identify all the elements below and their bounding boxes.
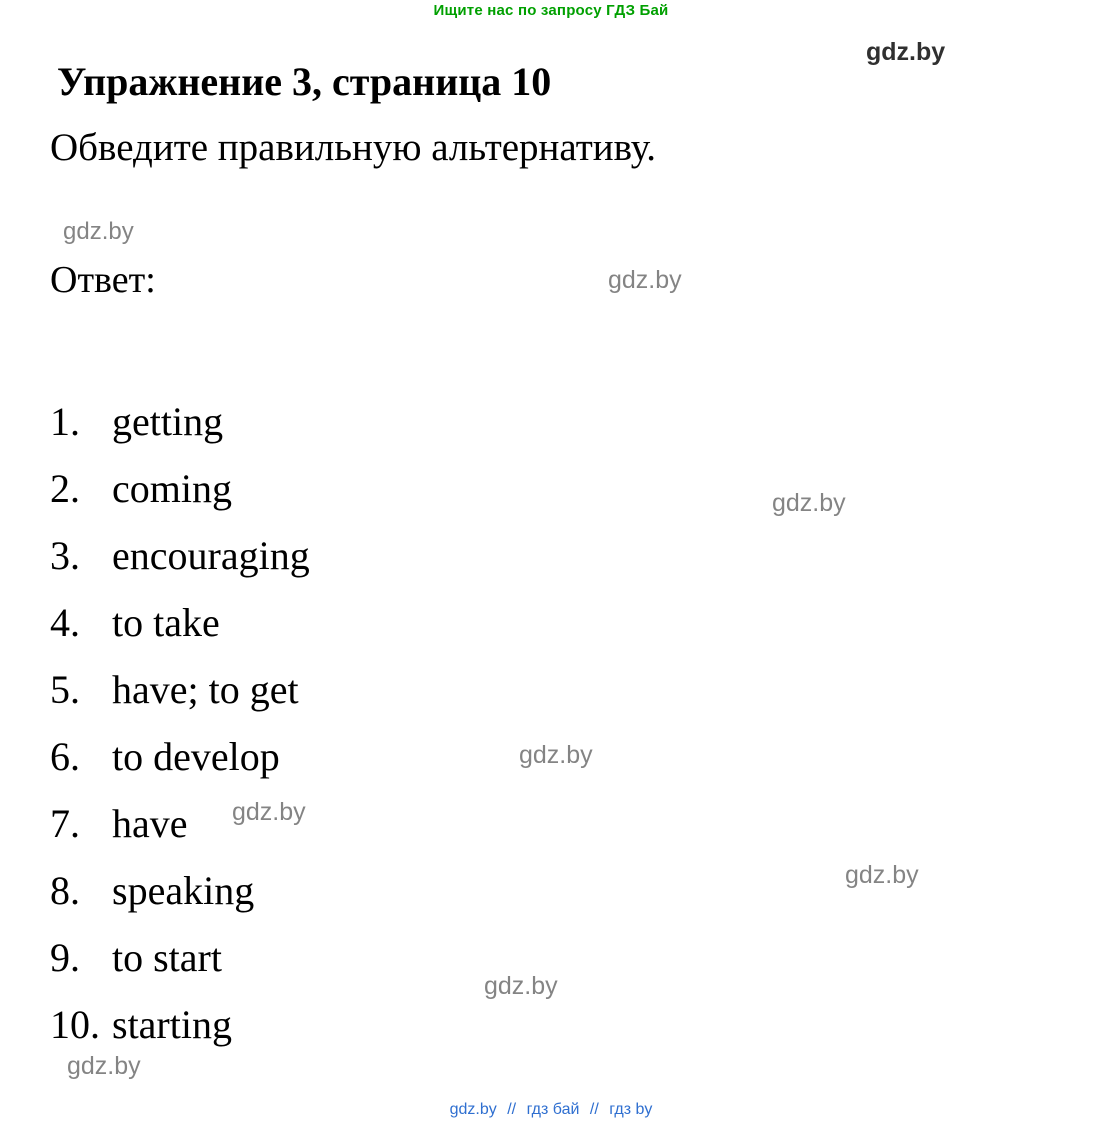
- list-item: [50, 388, 670, 455]
- page-title: Упражнение 3, страница 10: [57, 59, 552, 104]
- list-item-number: 10.: [50, 1002, 100, 1047]
- list-item: [50, 522, 670, 589]
- list-item-text: encouraging: [112, 533, 310, 578]
- answer-label: Ответ:: [50, 259, 156, 301]
- footer-link-gdz-bai[interactable]: гдз бай: [526, 1101, 580, 1118]
- list-item-number: 9.: [50, 935, 80, 980]
- list-item-number: 2.: [50, 466, 80, 511]
- watermark: gdz.by: [608, 266, 682, 294]
- instruction-text: Обведите правильную альтернативу.: [50, 126, 657, 169]
- list-item: [50, 455, 670, 522]
- list-item: [50, 656, 670, 723]
- watermark: gdz.by: [63, 218, 134, 245]
- list-item: [50, 589, 670, 656]
- watermark: gdz.by: [67, 1052, 141, 1080]
- list-item-text: to take: [112, 600, 220, 645]
- footer-links: [0, 1101, 1102, 1119]
- list-item: [50, 924, 670, 991]
- answer-list: [50, 388, 670, 1058]
- watermark: gdz.by: [772, 489, 846, 517]
- list-item-number: 4.: [50, 600, 80, 645]
- list-item-text: have; to get: [112, 667, 299, 712]
- watermark: gdz.by: [519, 741, 593, 769]
- list-item-text: coming: [112, 466, 232, 511]
- footer-link-gdz-by[interactable]: gdz.by: [449, 1101, 497, 1118]
- list-item-text: getting: [112, 399, 224, 444]
- list-item-text: have: [112, 801, 188, 846]
- list-item-number: 1.: [50, 399, 80, 444]
- watermark: gdz.by: [484, 972, 558, 1000]
- list-item-number: 7.: [50, 801, 80, 846]
- list-item: [50, 857, 670, 924]
- list-item: [50, 991, 670, 1058]
- list-item-number: 5.: [50, 667, 80, 712]
- list-item: [50, 790, 670, 857]
- list-item-number: 3.: [50, 533, 80, 578]
- list-item-text: starting: [112, 1002, 232, 1047]
- watermark: gdz.by: [232, 798, 306, 826]
- watermark: gdz.by: [845, 861, 919, 889]
- footer-separator: //: [507, 1101, 517, 1118]
- list-item-text: to develop: [112, 734, 280, 779]
- list-item-number: 6.: [50, 734, 80, 779]
- footer-link-gdz-by-alt[interactable]: гдз by: [609, 1101, 653, 1118]
- watermark: gdz.by: [866, 38, 946, 66]
- footer-separator: //: [589, 1101, 599, 1118]
- list-item-number: 8.: [50, 868, 80, 913]
- top-promo-text: Ищите нас по запросу ГДЗ Бай: [433, 2, 669, 19]
- list-item-text: to start: [112, 935, 222, 980]
- list-item-text: speaking: [112, 868, 255, 913]
